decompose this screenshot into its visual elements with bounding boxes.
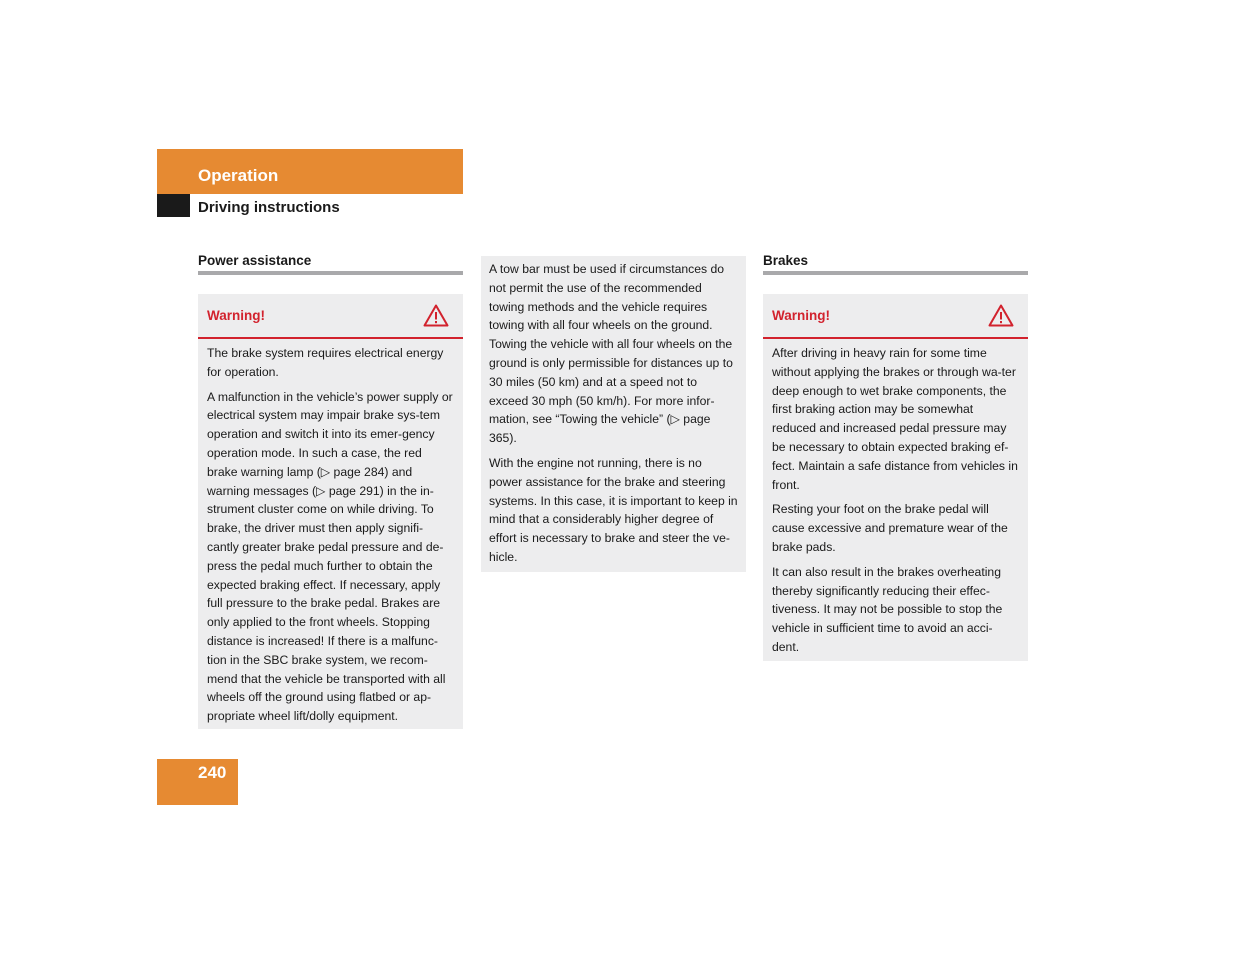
- subsection-marker: [157, 194, 190, 217]
- warning-paragraph: After driving in heavy rain for some time without applying the brakes or through wa-ter deep enough to wet brake components, the first braking action may be somewhat reduced and increased pedal pressure may be necessary to obtain expected braking ef-fect. Maintain a safe distance from vehicles in front.: [772, 346, 1018, 492]
- brakes-heading: Brakes: [763, 253, 809, 268]
- brakes-warning: [763, 294, 1028, 661]
- warning-paragraph: A malfunction in the vehicle’s power supply or electrical system may impair brake sys-tem operation and switch it into its emer-gency operation mode. In such a case, the red brake warning lamp (▷ page 284) and warning messages (▷ page 291) in the in-strument cluster come on while driving. To brake, the driver must then apply signifi-cantly greater brake pedal pressure and de-press the pedal much further to obtain the expected braking effect. If necessary, apply full pressure to the brake pedal. Brakes are only applied to the front wheels. Stopping distance is increased! If there is a malfunc-tion in the SBC brake system, we recom-mend that the vehicle be transported with all wheels off the ground using flatbed or ap-propriate wheel lift/dolly equipment.: [207, 389, 453, 724]
- warning-title: Warning!: [207, 308, 265, 323]
- warning-header: [763, 294, 1028, 339]
- warning-paragraph: The brake system requires electrical energy for operation.: [207, 346, 444, 379]
- info-paragraph: A tow bar must be used if circumstances do not permit the use of the recommended towing methods and the vehicle requires towing with all four wheels on the ground. Towing the vehicle with all four wheels on the ground is only permissible for distances up to 30 miles (50 km) and at a speed not to exceed 30 mph (50 km/h). For more infor-mation, see “Towing the vehicle” (▷ page 365).: [489, 262, 733, 446]
- warning-triangle-icon: [988, 304, 1014, 327]
- warning-title: Warning!: [772, 308, 830, 323]
- warning-triangle-icon: [423, 304, 449, 327]
- heading-rule: [763, 271, 1028, 275]
- warning-body: [198, 339, 463, 734]
- towing-info-box: [481, 256, 746, 572]
- warning-header: [198, 294, 463, 339]
- power-assistance-heading: Power assistance: [198, 253, 312, 268]
- heading-rule: [198, 271, 463, 275]
- page-number: 240: [198, 763, 227, 782]
- info-paragraph: With the engine not running, there is no power assistance for the brake and steering systems. In this case, it is important to keep in mind that a considerably higher degree of effort is necessary to brake and steer the ve-hicle.: [489, 455, 738, 564]
- warning-paragraph: It can also result in the brakes overheating thereby significantly reducing their effec-tiveness. It may not be possible to stop the vehicle in sufficient time to avoid an acci-dent.: [772, 564, 1003, 654]
- warning-body: [763, 339, 1028, 665]
- subsection-title: Driving instructions: [198, 199, 340, 216]
- section-title: Operation: [198, 166, 279, 185]
- warning-paragraph: Resting your foot on the brake pedal will cause excessive and premature wear of the brake pads.: [772, 502, 1008, 554]
- power-assistance-warning: [198, 294, 463, 729]
